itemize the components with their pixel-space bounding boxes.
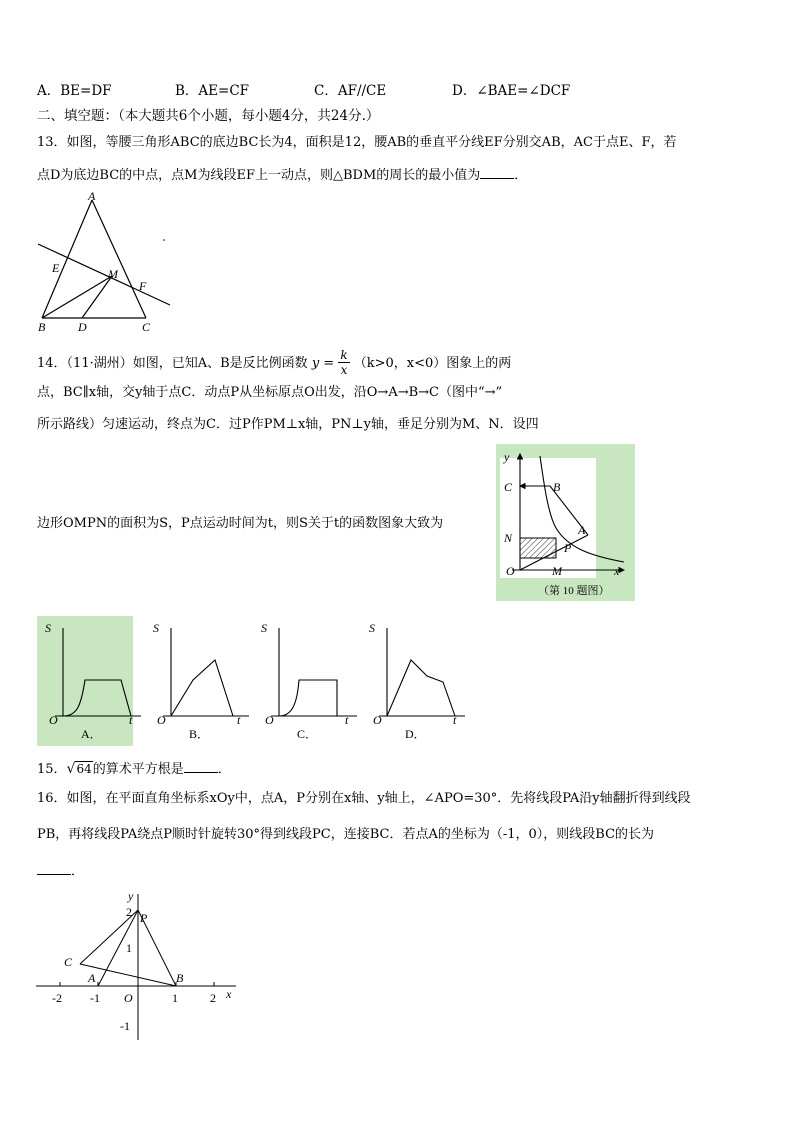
sqrt-symbol: √	[66, 761, 76, 777]
q14-figure	[496, 444, 635, 601]
point-label-c: C	[64, 955, 73, 969]
graph-a-o: O	[49, 713, 58, 727]
point-label-a: A	[88, 971, 96, 985]
graph-b-s: S	[153, 621, 159, 635]
graph-c-t: t	[345, 713, 349, 727]
q16-text-line3	[37, 862, 84, 881]
fraction-numerator: k	[340, 348, 348, 362]
option-c-label: C．	[297, 727, 318, 741]
answer-blank	[480, 166, 514, 179]
graph-d-t: t	[453, 713, 457, 727]
option-d-label: D．	[405, 727, 426, 741]
tick-x-neg2: -2	[52, 991, 62, 1005]
q14-text-b: （k>0，x<0）图象上的两	[353, 356, 512, 371]
fig-label-n: N	[504, 531, 513, 545]
answer-blank	[184, 760, 218, 773]
tick-x-neg1: -1	[90, 991, 100, 1005]
graph-b-t: t	[237, 713, 241, 727]
option-b-label: B．	[189, 727, 210, 741]
graph-b-o: O	[157, 713, 166, 727]
q15-body: 的算术平方根是	[92, 762, 184, 777]
point-label-p: P	[140, 911, 148, 925]
answer-blank	[37, 862, 71, 875]
label-a: A	[88, 190, 96, 203]
fig-label-b: B	[553, 480, 561, 494]
q14-text-line3: 所示路线）匀速运动，终点为C．过P作PM⊥x轴，PN⊥y轴，垂足分别为M、N．设四	[37, 417, 539, 432]
q13-text: 点D为底边BC的中点，点M为线段EF上一动点，则△BDM的周长的最小值为	[37, 168, 481, 183]
label-f: F	[139, 279, 147, 293]
fig-label-x: x	[614, 564, 620, 578]
graph-option-d	[361, 616, 471, 746]
label-m: M	[108, 267, 118, 281]
option-a-label: A．	[81, 727, 102, 741]
fig-label-c: C	[504, 480, 513, 494]
q12-option-b: B．AE=CF	[175, 83, 250, 99]
tick-y-1: 1	[126, 941, 132, 955]
point-label-b: B	[176, 971, 184, 985]
q14-text-a: 14．（11·湖州）如图，已知A、B是反比例函数	[37, 356, 308, 371]
graph-option-b	[145, 616, 255, 746]
fig-label-y: y	[504, 450, 510, 464]
q12-option-c: C．AF//CE	[314, 83, 387, 99]
graph-a-t: t	[129, 713, 133, 727]
q13-figure	[30, 190, 180, 335]
graph-a-s: S	[45, 621, 51, 635]
graph-option-c	[253, 616, 363, 746]
q15-text	[37, 760, 231, 779]
graph-d-o: O	[373, 713, 382, 727]
q12-option-a: A．BE=DF	[37, 83, 112, 99]
function-y: y =	[311, 356, 335, 371]
tick-x-1: 1	[172, 991, 178, 1005]
section-heading: 二、填空题：（本大题共6个小题，每小题4分，共24分.）	[37, 108, 380, 124]
origin-label: O	[124, 991, 133, 1005]
q12-option-d: D．∠BAE=∠DCF	[452, 83, 571, 99]
q15-number: 15．	[37, 762, 67, 777]
q13-period: ．	[514, 168, 528, 183]
tick-y-2: 2	[126, 905, 132, 919]
fig-label-a: A	[578, 523, 586, 537]
label-d: D	[78, 320, 87, 334]
tick-x-2: 2	[210, 991, 216, 1005]
fraction	[338, 348, 349, 377]
sqrt-radicand: 64	[76, 762, 92, 776]
graph-c-s: S	[261, 621, 267, 635]
graph-option-a	[37, 616, 147, 746]
q14-text-line4: 边形OMPN的面积为S，P点运动时间为t，则S关于t的函数图象大致为	[37, 516, 444, 531]
q16-text-line2: PB，再将线段PA绕点P顺时针旋转30°得到线段PC，连接BC．若点A的坐标为（-1，0），则线段BC的长为	[37, 827, 655, 842]
q13-text-line2	[37, 166, 527, 185]
q14-text-line2: 点，BC∥x轴，交y轴于点C．动点P从坐标原点O出发，沿O→A→B→C（图中“→”	[37, 385, 503, 400]
q13-text-line1: 13．如图，等腰三角形ABC的底边BC长为4，面积是12，腰AB的垂直平分线EF分别交AB，AC于点E、F，若	[37, 135, 677, 150]
label-c: C	[142, 320, 151, 334]
fig-label-o: O	[506, 564, 515, 578]
q14-text-line1	[37, 349, 511, 378]
axis-label-y: y	[128, 890, 134, 903]
fig-caption: （第 10 题图）	[538, 585, 610, 597]
graph-d-s: S	[369, 621, 375, 635]
fraction-denominator: x	[340, 363, 348, 377]
tick-y-neg1: -1	[120, 1019, 130, 1033]
label-b: B	[38, 320, 46, 334]
q16-period: ．	[71, 864, 85, 879]
graph-c-o: O	[265, 713, 274, 727]
q15-period: ．	[217, 762, 231, 777]
label-e: E	[52, 261, 60, 275]
axis-label-x: x	[226, 987, 232, 1001]
q16-figure	[36, 890, 246, 1050]
q16-text-line1: 16．如图，在平面直角坐标系xOy中，点A，P分别在x轴、y轴上，∠APO=30°．先将线段PA沿y轴翻折得到线段	[37, 791, 691, 806]
fig-label-p: P	[564, 541, 572, 555]
fig-label-m: M	[552, 564, 562, 578]
